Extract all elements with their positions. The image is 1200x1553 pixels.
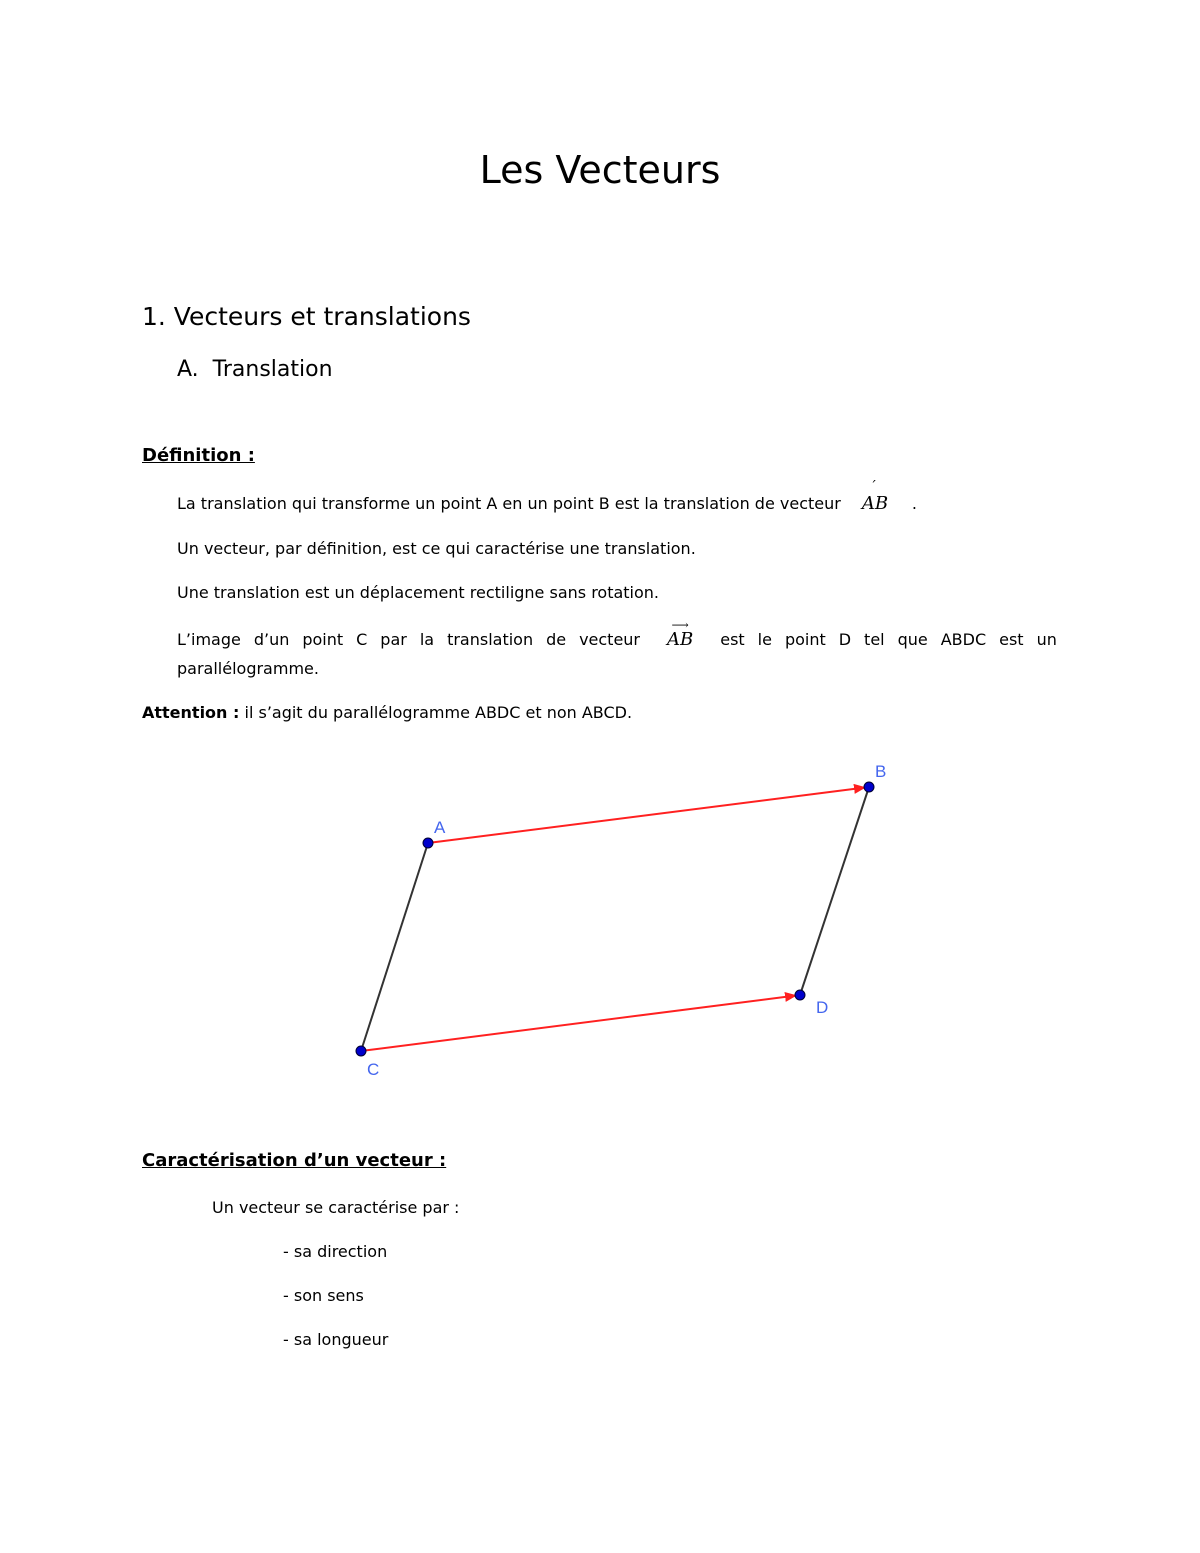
point-a [423, 838, 433, 848]
word: un [1036, 630, 1057, 649]
vector-accent-icon: ´ [869, 479, 877, 495]
section-heading-1: 1. Vecteurs et translations [142, 302, 471, 331]
vector-ab-arrow [428, 788, 865, 843]
list-item-direction: - sa direction [283, 1242, 388, 1261]
definition-line-1-end: . [911, 494, 917, 513]
point-c [356, 1046, 366, 1056]
word: C [356, 630, 368, 649]
point-d [795, 990, 805, 1000]
word: L’image [177, 630, 241, 649]
word: d’un [253, 630, 290, 649]
definition-line-2: Un vecteur, par définition, est ce qui caractérise une translation. [177, 539, 696, 558]
vector-arrow-icon: ⟶ [671, 618, 689, 632]
subsection-heading-a: A. Translation [177, 357, 333, 382]
characterisation-intro: Un vecteur se caractérise par : [212, 1198, 460, 1217]
list-item-longueur: - sa longueur [283, 1330, 389, 1349]
point-label-d: D [816, 998, 829, 1017]
word: point [302, 630, 344, 649]
point-label-a: A [434, 818, 446, 837]
definition-line-3: Une translation est un déplacement rectiligne sans rotation. [177, 583, 660, 602]
word: tel [864, 630, 885, 649]
word: de [546, 630, 567, 649]
point-label-c: C [367, 1060, 380, 1079]
point-label-b: B [875, 762, 887, 781]
word: est [720, 630, 745, 649]
list-item-sens: - son sens [283, 1286, 364, 1305]
vector-ab-2-label: AB [667, 629, 694, 650]
word: est [999, 630, 1024, 649]
definition-line-1-text: La translation qui transforme un point A en un point B est la translation de vecteur [177, 494, 841, 513]
word: la [419, 630, 435, 649]
segment-bd [800, 787, 869, 995]
attention-text: il s’agit du parallélogramme ABDC et non ABCD. [244, 703, 633, 722]
word: que [897, 630, 928, 649]
word: point [784, 630, 826, 649]
attention-label: Attention : [142, 703, 240, 722]
page-title: Les Vecteurs [479, 148, 721, 192]
word: D [838, 630, 852, 649]
point-b [864, 782, 874, 792]
word: le [757, 630, 772, 649]
definition-label: Définition : [142, 445, 255, 466]
segment-ac [361, 843, 428, 1051]
vector-ab-1-label: AB [861, 493, 889, 514]
word: translation [447, 630, 534, 649]
word: par [380, 630, 407, 649]
vector-cd-arrow [361, 996, 796, 1051]
characterisation-label: Caractérisation d’un vecteur : [142, 1150, 447, 1171]
word: ABDC [940, 630, 987, 649]
definition-line-5: parallélogramme. [177, 659, 319, 678]
word: vecteur [579, 630, 641, 649]
